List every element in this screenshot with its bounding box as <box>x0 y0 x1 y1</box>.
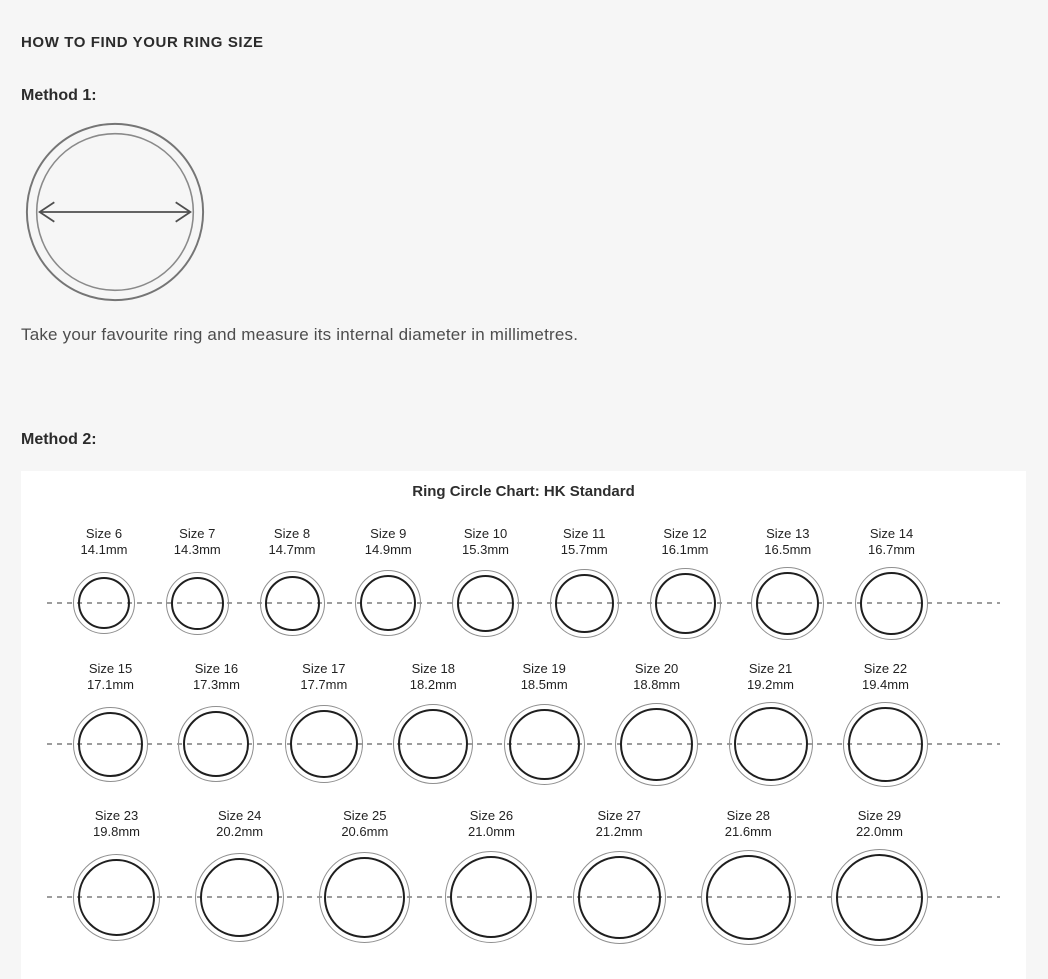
ring-inner-circle <box>836 854 923 941</box>
ring-size-diameter: 17.1mm <box>87 677 134 692</box>
ring-inner-circle <box>78 859 155 936</box>
ring-size-diameter: 22.0mm <box>855 824 903 839</box>
ring-outer-circle <box>355 570 421 636</box>
ring-size-item <box>615 661 698 788</box>
ring-size-diameter: 18.8mm <box>633 677 681 692</box>
ring-size-name: Size 9 <box>370 526 407 541</box>
ring-size-item <box>504 661 585 788</box>
ring-size-diameter: 14.3mm <box>173 542 221 557</box>
ring-inner-circle <box>324 857 405 938</box>
ring-size-item <box>701 808 796 947</box>
ring-inner-circle <box>756 572 819 635</box>
ring-outer-circle <box>393 704 473 784</box>
ring-inner-circle <box>171 577 224 630</box>
ring-circle-zone <box>355 565 421 641</box>
ring-size-diameter: 16.7mm <box>868 542 915 557</box>
ring-chart-panel <box>21 471 1026 979</box>
ring-inner-circle <box>78 577 130 629</box>
ring-inner-circle <box>450 856 532 938</box>
ring-diameter-illustration <box>22 119 208 305</box>
ring-circle-zone <box>195 847 284 947</box>
ring-circle-zone <box>452 565 519 641</box>
ring-chart-row <box>21 661 1026 788</box>
ring-size-diameter: 17.7mm <box>300 677 348 692</box>
ring-inner-circle <box>290 710 358 778</box>
ring-outer-circle <box>573 851 666 944</box>
ring-inner-circle <box>183 711 249 777</box>
ring-size-item <box>452 526 519 641</box>
ring-size-diameter: 21.2mm <box>595 824 643 839</box>
ring-circle-zone <box>751 565 824 641</box>
ring-size-diameter: 17.3mm <box>192 677 240 692</box>
ring-size-item <box>393 661 473 788</box>
ring-size-label <box>633 661 680 693</box>
ring-outer-circle <box>260 571 325 636</box>
ring-outer-circle <box>166 572 229 635</box>
ring-size-diameter: 15.3mm <box>462 542 509 557</box>
ring-size-item <box>195 808 284 947</box>
ring-outer-circle <box>550 569 619 638</box>
ring-circle-zone <box>701 847 796 947</box>
ring-circle-zone <box>73 565 135 641</box>
ring-outer-circle <box>195 853 284 942</box>
ring-size-item <box>729 661 813 788</box>
ring-outer-circle <box>701 850 796 945</box>
ring-outer-circle <box>729 702 813 786</box>
ring-size-name: Size 8 <box>273 526 311 541</box>
ring-outer-circle <box>285 705 363 783</box>
ring-size-name: Size 16 <box>194 661 239 676</box>
ring-size-item <box>855 526 928 641</box>
method1-heading: Method 1: <box>21 87 97 104</box>
ring-outer-circle <box>650 568 721 639</box>
ring-size-diameter: 14.1mm <box>80 542 128 557</box>
ring-size-name: Size 12 <box>663 526 707 541</box>
ring-size-diameter: 19.2mm <box>747 677 795 692</box>
ring-circle-zone <box>573 847 666 947</box>
ring-size-name: Size 26 <box>469 808 514 823</box>
ring-size-name: Size 22 <box>863 661 908 676</box>
ring-size-label <box>521 661 568 693</box>
ring-size-item <box>573 808 666 947</box>
ring-size-name: Size 29 <box>857 808 902 823</box>
ring-size-label <box>561 526 608 558</box>
ring-size-label <box>174 526 221 558</box>
ring-circle-zone <box>178 700 254 788</box>
ring-outer-circle <box>73 854 160 941</box>
ring-size-diameter: 21.0mm <box>467 824 515 839</box>
ring-size-label <box>662 526 709 558</box>
ring-size-diameter: 14.7mm <box>268 542 316 557</box>
ring-circle-zone <box>319 847 410 947</box>
ring-size-name: Size 23 <box>94 808 139 823</box>
ring-size-item <box>843 661 928 788</box>
ring-size-diameter: 19.8mm <box>93 824 140 839</box>
ring-size-item <box>285 661 363 788</box>
ring-size-diameter: 21.6mm <box>724 824 772 839</box>
ring-size-label <box>764 526 811 558</box>
ring-circle-zone <box>285 700 363 788</box>
ring-inner-circle <box>78 712 143 777</box>
ring-size-name: Size 13 <box>766 526 810 541</box>
ring-size-name: Size 21 <box>748 661 793 676</box>
ring-size-diameter: 18.5mm <box>520 677 568 692</box>
ring-outer-circle <box>751 567 824 640</box>
ring-size-item <box>178 661 254 788</box>
ring-outer-circle <box>319 852 410 943</box>
ring-outer-circle <box>445 851 537 943</box>
ring-circle-zone <box>73 847 160 947</box>
ring-size-diameter: 19.4mm <box>861 677 909 692</box>
ring-inner-circle <box>706 855 791 940</box>
ring-inner-circle <box>265 576 320 631</box>
ring-size-label <box>87 661 134 693</box>
ring-size-diameter: 16.5mm <box>764 542 812 557</box>
ring-size-item <box>73 526 135 641</box>
ring-size-label <box>856 808 903 840</box>
ring-circle-zone <box>650 565 721 641</box>
ring-size-label <box>468 808 515 840</box>
ring-size-label <box>725 808 772 840</box>
ring-circle-zone <box>445 847 537 947</box>
ring-inner-circle <box>555 574 614 633</box>
ring-size-item <box>73 808 160 947</box>
ring-size-name: Size 14 <box>869 526 914 541</box>
ring-inner-circle <box>200 858 279 937</box>
ring-size-label <box>747 661 794 693</box>
ring-circle-zone <box>843 700 928 788</box>
ring-chart-rows <box>21 526 1026 947</box>
ring-size-name: Size 28 <box>726 808 770 823</box>
ring-circle-zone <box>73 700 148 788</box>
ring-size-item <box>751 526 824 641</box>
ring-circle-zone <box>855 565 928 641</box>
ring-outer-circle <box>73 707 148 782</box>
ring-circle-zone <box>260 565 325 641</box>
ring-size-label <box>341 808 388 840</box>
ring-chart-title: Ring Circle Chart: HK Standard <box>412 483 635 500</box>
ring-size-label <box>193 661 240 693</box>
ring-size-label <box>410 661 457 693</box>
ring-circle-zone <box>504 700 585 788</box>
ring-circle-zone <box>393 700 473 788</box>
ring-row-items <box>21 661 1026 788</box>
ring-size-label <box>462 526 509 558</box>
ring-size-diameter: 14.9mm <box>364 542 412 557</box>
ring-size-label <box>868 526 915 558</box>
ring-circle-zone <box>166 565 229 641</box>
ring-row-items <box>21 526 1026 641</box>
ring-size-diameter: 16.1mm <box>661 542 709 557</box>
ring-size-item <box>319 808 410 947</box>
ring-size-diameter: 20.6mm <box>341 824 389 839</box>
method1-description: Take your favourite ring and measure its internal diameter in millimetres. <box>21 325 579 344</box>
ring-size-name: Size 27 <box>597 808 641 823</box>
ring-size-item <box>445 808 537 947</box>
ring-size-name: Size 7 <box>179 526 216 541</box>
ring-size-item <box>260 526 325 641</box>
ring-size-item <box>831 808 928 947</box>
ring-size-name: Size 6 <box>85 526 123 541</box>
page-title: HOW TO FIND YOUR RING SIZE <box>21 34 264 51</box>
ring-size-name: Size 11 <box>563 526 606 541</box>
ring-outer-circle <box>831 849 928 946</box>
ring-circle-zone <box>729 700 813 788</box>
ring-size-name: Size 25 <box>343 808 387 823</box>
ring-size-label <box>269 526 316 558</box>
ring-size-diameter: 18.2mm <box>409 677 457 692</box>
ring-size-label <box>300 661 347 693</box>
ring-size-label <box>216 808 263 840</box>
ring-inner-circle <box>360 575 416 631</box>
ring-outer-circle <box>615 703 698 786</box>
method2-heading: Method 2: <box>21 431 97 448</box>
ring-size-diameter: 15.7mm <box>560 542 608 557</box>
ring-size-name: Size 20 <box>634 661 679 676</box>
ring-size-name: Size 17 <box>302 661 346 676</box>
ring-inner-circle <box>509 709 580 780</box>
ring-inner-circle <box>655 573 716 634</box>
ring-size-name: Size 18 <box>411 661 455 676</box>
ring-outer-circle <box>73 572 135 634</box>
ring-row-items <box>21 808 1026 947</box>
ring-outer-circle <box>452 570 519 637</box>
ring-size-name: Size 15 <box>88 661 133 676</box>
ring-size-item <box>73 661 148 788</box>
ring-inner-circle <box>620 708 693 781</box>
ring-inner-circle <box>848 707 923 782</box>
ring-size-item <box>166 526 229 641</box>
ring-size-label <box>862 661 909 693</box>
ring-size-label <box>596 808 643 840</box>
ring-outer-circle <box>855 567 928 640</box>
ring-circle-zone <box>831 847 928 947</box>
ring-size-name: Size 10 <box>463 526 508 541</box>
ring-size-label <box>93 808 140 840</box>
ring-size-diameter: 20.2mm <box>216 824 264 839</box>
ring-circle-zone <box>550 565 619 641</box>
ring-size-item <box>355 526 421 641</box>
ring-outer-circle <box>504 704 585 785</box>
ring-size-name: Size 19 <box>522 661 566 676</box>
ring-size-label <box>81 526 128 558</box>
ring-size-item <box>650 526 721 641</box>
ring-inner-circle <box>860 572 923 635</box>
ring-chart-row <box>21 526 1026 641</box>
ring-inner-circle <box>578 856 661 939</box>
ring-size-name: Size 24 <box>217 808 262 823</box>
ring-inner-circle <box>398 709 468 779</box>
ring-size-label <box>365 526 412 558</box>
ring-inner-circle <box>734 707 808 781</box>
ring-chart-row <box>21 808 1026 947</box>
ring-inner-circle <box>457 575 514 632</box>
ring-circle-zone <box>615 700 698 788</box>
ring-outer-circle <box>178 706 254 782</box>
ring-outer-circle <box>843 702 928 787</box>
ring-size-item <box>550 526 619 641</box>
